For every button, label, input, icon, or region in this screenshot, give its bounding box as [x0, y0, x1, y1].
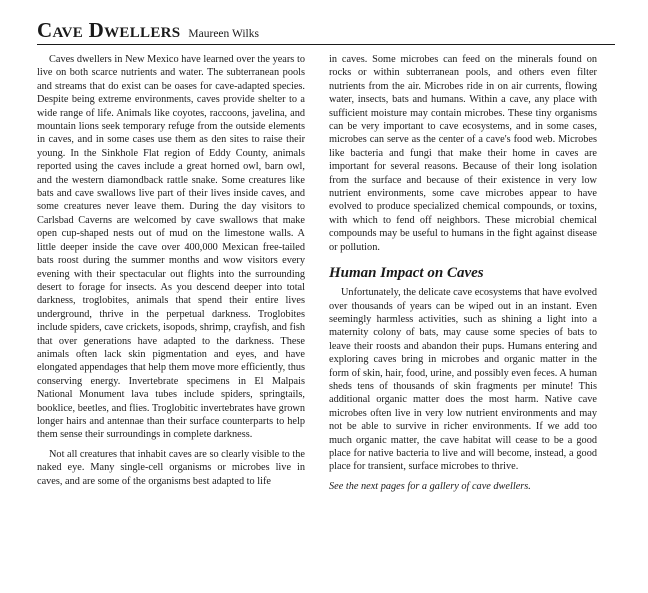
article-author: Maureen Wilks — [188, 28, 259, 40]
body-paragraph: Not all creatures that inhabit caves are so clearly visible to the naked eye. Many single-cell organisms or microbes live in caves, and are some of the organisms best adapted to life — [37, 448, 305, 487]
left-column — [37, 53, 305, 494]
body-paragraph: Caves dwellers in New Mexico have learned over the years to live on both scarce nutrients and water. The subterranean pools and streams that do exist can be oases for cave-adapted species. Despite being extreme environments, caves provide shelter to a wide range of life. Animals like coyotes, raccoons, javelina, and mountain lions seek temporary refuge from the outside elements in caves, and in some cases use them as den sites to raise their young. In the Sinkhole Flat region of Eddy County, animals reported using the caves include a great horned owl, barn owl, and the western diamondback rattle snake. Some creatures like bats and cave swallows live part of their lives inside caves, and some creatures never leave them. During the day visitors to Carlsbad Caverns are welcomed by cave swallows that make open cup-shaped nests out of mud on the limestone walls. A little deeper inside the cave over 400,000 Mexican free-tailed bats roost during the summer months and wow visitors every evening with their spectacular out flights into the surrounding desert to forage for insects. As you descend deeper into total darkness, troglobites, animals that spend their entire lives underground, thrive in the perpetual darkness. Troglobites include spiders, cave crickets, isopods, shrimp, crayfish, and fish that over generations have adapted to the darkness. These animals often lack skin pigmentation and eyes, and have elongated appendages that help them move more efficiently, thus conserving energy. Invertebrate specimens in El Malpais National Monument lava tubes include spiders, springtails, booklice, beetles, and flies. Troglobitic invertebrates have grown longer hairs and antennae than their surface counterparts to help them sense their surroundings in complete darkness. — [37, 54, 305, 441]
continued-paragraph: in caves. Some microbes can feed on the minerals found on rocks or within subterranean pools, and others even filter nutrients from the air. Microbes ride in on air currents, flowing water, insects, bats and humans. Within a cave, any place with sufficient moisture may contain microbes. These tiny organisms can be very important to cave ecosystems, and in some cases, microbes can serve as the center of a cave's food web. Microbes like bacteria and fungi that make their home in caves are important for several reasons. Because of their long isolation from the surface and because of their existence in very low nutrient environments, some cave microbes appear to have evolved to produce specialized chemical compounds, or toxins, with which to fend off neighbors. These microbial chemical compounds may be useful to humans in the fight against disease or pollution. — [329, 54, 597, 253]
section-heading: Human Impact on Caves — [329, 265, 484, 282]
body-paragraph: Unfortunately, the delicate cave ecosystems that have evolved over thousands of years can be wiped out in an instant. Even seemingly harmless activities, such as shining a light into a maternity colony of bats, may cause some species of bats to leave their roosts and abandon their pups. Humans entering and exploring caves bring in microbes and organic matter in the form of skin, hair, food, urine, and possibly even feces. A human sheds tens of thousands of skin fragments per minute! This additional organic matter does the most harm. Native cave microbes often live in very low nutrient environments and may not be able to survive in richer environments. If we add too much organic matter, the cave habitat will cease to be a good place for native bacteria to live and will become, instead, a good place for transient, surface microbes to thrive. — [329, 287, 597, 473]
right-column — [329, 53, 597, 499]
article-title: Cave Dwellers — [37, 18, 181, 42]
closing-note: See the next pages for a gallery of cave dwellers. — [329, 480, 531, 492]
article-header — [37, 18, 615, 45]
